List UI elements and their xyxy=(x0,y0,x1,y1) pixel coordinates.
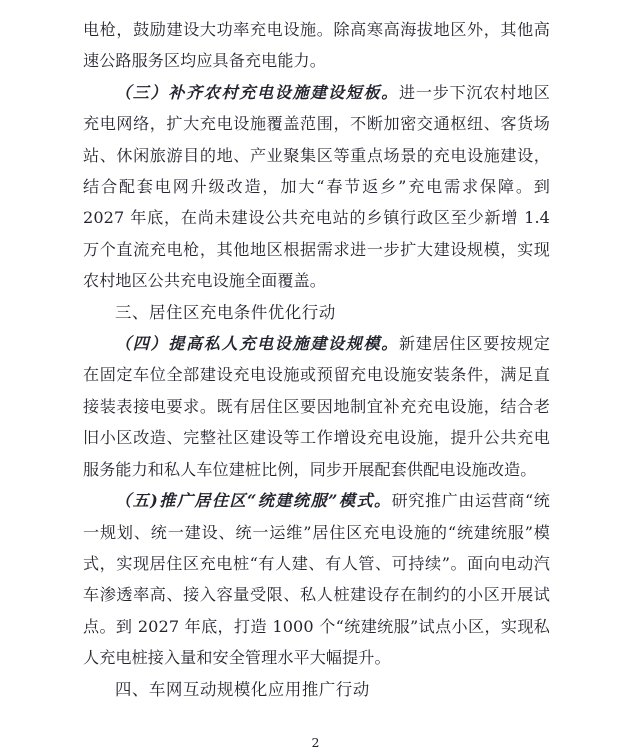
text-segment: 进一步下沉农村地区充电网络，扩大充电设施覆盖范围，不断加密交通枢纽、客货场站、休闲旅游目的地、产业聚集区等重点场景的充电设施建设，结合配套电网升级改造，加大“春节返乡”充电需求保障。到 2027 年底，在尚未建设公共充电站的乡镇行政区至少新增 1.4 万个直流充电枪，其他地区根据需求进一步扩大建设规模，实现农村地区公共充电设施全面覆盖。 xyxy=(83,82,550,291)
paragraph-lead-text: （三）补齐农村充电设施建设短板。 xyxy=(115,82,399,102)
paragraph-lead-text: （五)推广居住区“统建统服”模式。 xyxy=(115,491,392,511)
paragraph xyxy=(83,77,550,297)
text-segment: 新建居住区要按规定在固定车位全部建设充电设施或预留充电设施安装条件，满足直接装表接电要求。既有居住区要因地制宜补充充电设施，结合老旧小区改造、完整社区建设等工作增设充电设施，提升公共充电服务能力和私人车位建桩比例，同步开展配套供配电设施改造。 xyxy=(83,334,550,479)
section-heading xyxy=(83,297,550,328)
paragraph xyxy=(83,14,550,77)
page-number: 2 xyxy=(311,735,320,750)
section-heading xyxy=(83,674,550,705)
text-segment: 研究推广由运营商“统一规划、统一建设、统一运维”居住区充电设施的“统建统服”模式，实现居住区充电桩“有人建、有人管、可持续”。面向电动汽车渗透率高、接入容量受限、私人桩建设存在制约的小区开展试点。到 2027 年底，打造 1000 个“统建统服”试点小区，实现私人充电桩接入量和安全管理水平大幅提升。 xyxy=(83,491,550,668)
paragraph-lead-text: （四）提高私人充电设施建设规模。 xyxy=(115,334,399,354)
paragraph xyxy=(83,328,550,485)
text-segment: 三、居住区充电条件优化行动 xyxy=(115,302,336,322)
text-segment: 四、车网互动规模化应用推广行动 xyxy=(115,679,370,699)
paragraph xyxy=(83,485,550,673)
text-segment: 电枪，鼓励建设大功率充电设施。除高寒高海拔地区外，其他高速公路服务区均应具备充电能力。 xyxy=(83,20,550,71)
document-body xyxy=(83,14,550,705)
